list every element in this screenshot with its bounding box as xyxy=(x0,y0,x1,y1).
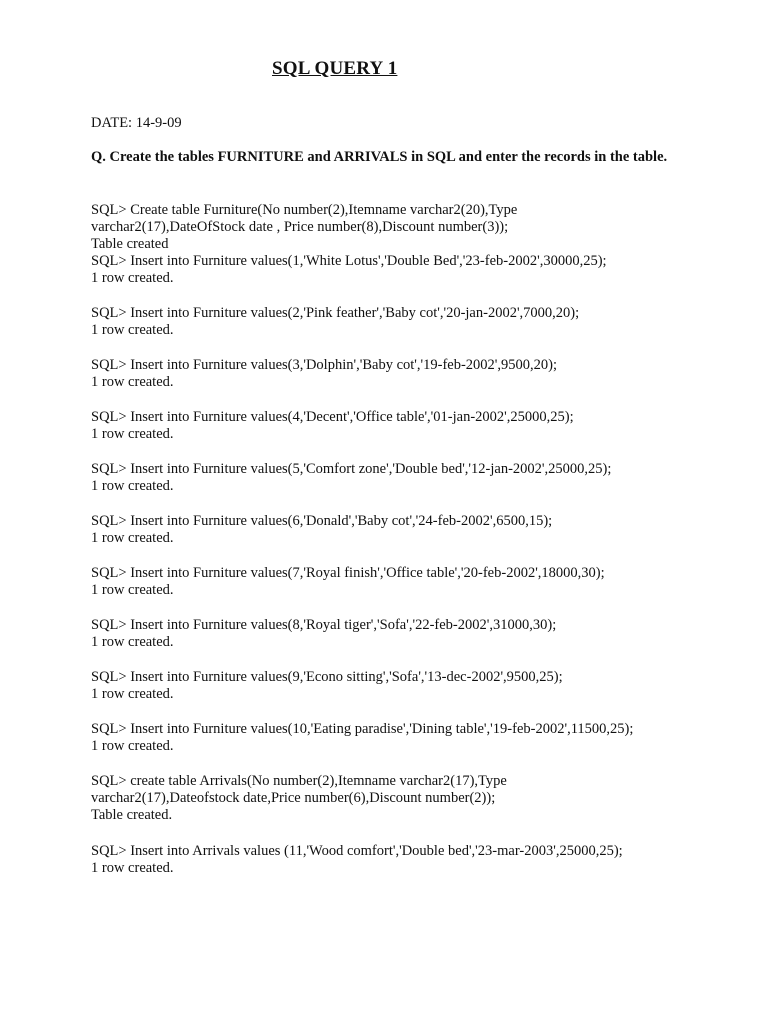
sql-block-insert-8 xyxy=(91,617,556,651)
sql-output: 1 row created. xyxy=(91,426,174,442)
sql-block-insert-5 xyxy=(91,461,611,495)
sql-line: SQL> Insert into Arrivals values (11,'Wood comfort','Double bed','23-mar-2003',25000,25); xyxy=(91,843,623,859)
document-date: DATE: 14-9-09 xyxy=(91,115,182,131)
sql-line: SQL> Insert into Furniture values(8,'Royal tiger','Sofa','22-feb-2002',31000,30); xyxy=(91,617,557,633)
sql-line: SQL> create table Arrivals(No number(2),Itemname varchar2(17),Type xyxy=(91,773,507,789)
sql-block-create-arrivals xyxy=(91,773,507,824)
sql-block-insert-11 xyxy=(91,843,623,877)
sql-output: 1 row created. xyxy=(91,686,174,702)
sql-output: 1 row created. xyxy=(91,738,174,754)
sql-output: 1 row created. xyxy=(91,530,174,546)
sql-line: SQL> Insert into Furniture values(6,'Donald','Baby cot','24-feb-2002',6500,15); xyxy=(91,513,553,529)
sql-line: SQL> Insert into Furniture values(2,'Pink feather','Baby cot','20-jan-2002',7000,20); xyxy=(91,305,580,321)
document-title: SQL QUERY 1 xyxy=(272,58,398,79)
sql-line: SQL> Insert into Furniture values(5,'Comfort zone','Double bed','12-jan-2002',25000,25); xyxy=(91,461,612,477)
sql-output: 1 row created. xyxy=(91,374,174,390)
sql-block-insert-9 xyxy=(91,669,563,703)
sql-line: SQL> Insert into Furniture values(7,'Royal finish','Office table','20-feb-2002',18000,30); xyxy=(91,565,605,581)
sql-output: 1 row created. xyxy=(91,634,174,650)
sql-output: Table created. xyxy=(91,807,173,823)
sql-block-insert-7 xyxy=(91,565,605,599)
sql-output: 1 row created. xyxy=(91,270,174,286)
sql-output: Table created xyxy=(91,236,169,252)
sql-line: varchar2(17),Dateofstock date,Price number(6),Discount number(2)); xyxy=(91,790,496,806)
sql-block-create-furniture xyxy=(91,202,607,287)
sql-line: SQL> Insert into Furniture values(1,'White Lotus','Double Bed','23-feb-2002',30000,25); xyxy=(91,253,607,269)
sql-line: SQL> Insert into Furniture values(3,'Dolphin','Baby cot','19-feb-2002',9500,20); xyxy=(91,357,558,373)
sql-output: 1 row created. xyxy=(91,322,174,338)
sql-line: SQL> Create table Furniture(No number(2),Itemname varchar2(20),Type xyxy=(91,202,518,218)
sql-output: 1 row created. xyxy=(91,582,174,598)
sql-line: varchar2(17),DateOfStock date , Price number(8),Discount number(3)); xyxy=(91,219,509,235)
sql-line: SQL> Insert into Furniture values(9,'Econo sitting','Sofa','13-dec-2002',9500,25); xyxy=(91,669,563,685)
sql-output: 1 row created. xyxy=(91,478,174,494)
sql-output: 1 row created. xyxy=(91,860,174,876)
sql-line: SQL> Insert into Furniture values(4,'Decent','Office table','01-jan-2002',25000,25); xyxy=(91,409,574,425)
question-text: Q. Create the tables FURNITURE and ARRIVALS in SQL and enter the records in the table. xyxy=(91,149,668,165)
sql-line: SQL> Insert into Furniture values(10,'Eating paradise','Dining table','19-feb-2002',11500,25); xyxy=(91,721,634,737)
sql-block-insert-10 xyxy=(91,721,633,755)
sql-block-insert-4 xyxy=(91,409,574,443)
sql-block-insert-6 xyxy=(91,513,552,547)
sql-block-insert-3 xyxy=(91,357,557,391)
sql-block-insert-2 xyxy=(91,305,579,339)
